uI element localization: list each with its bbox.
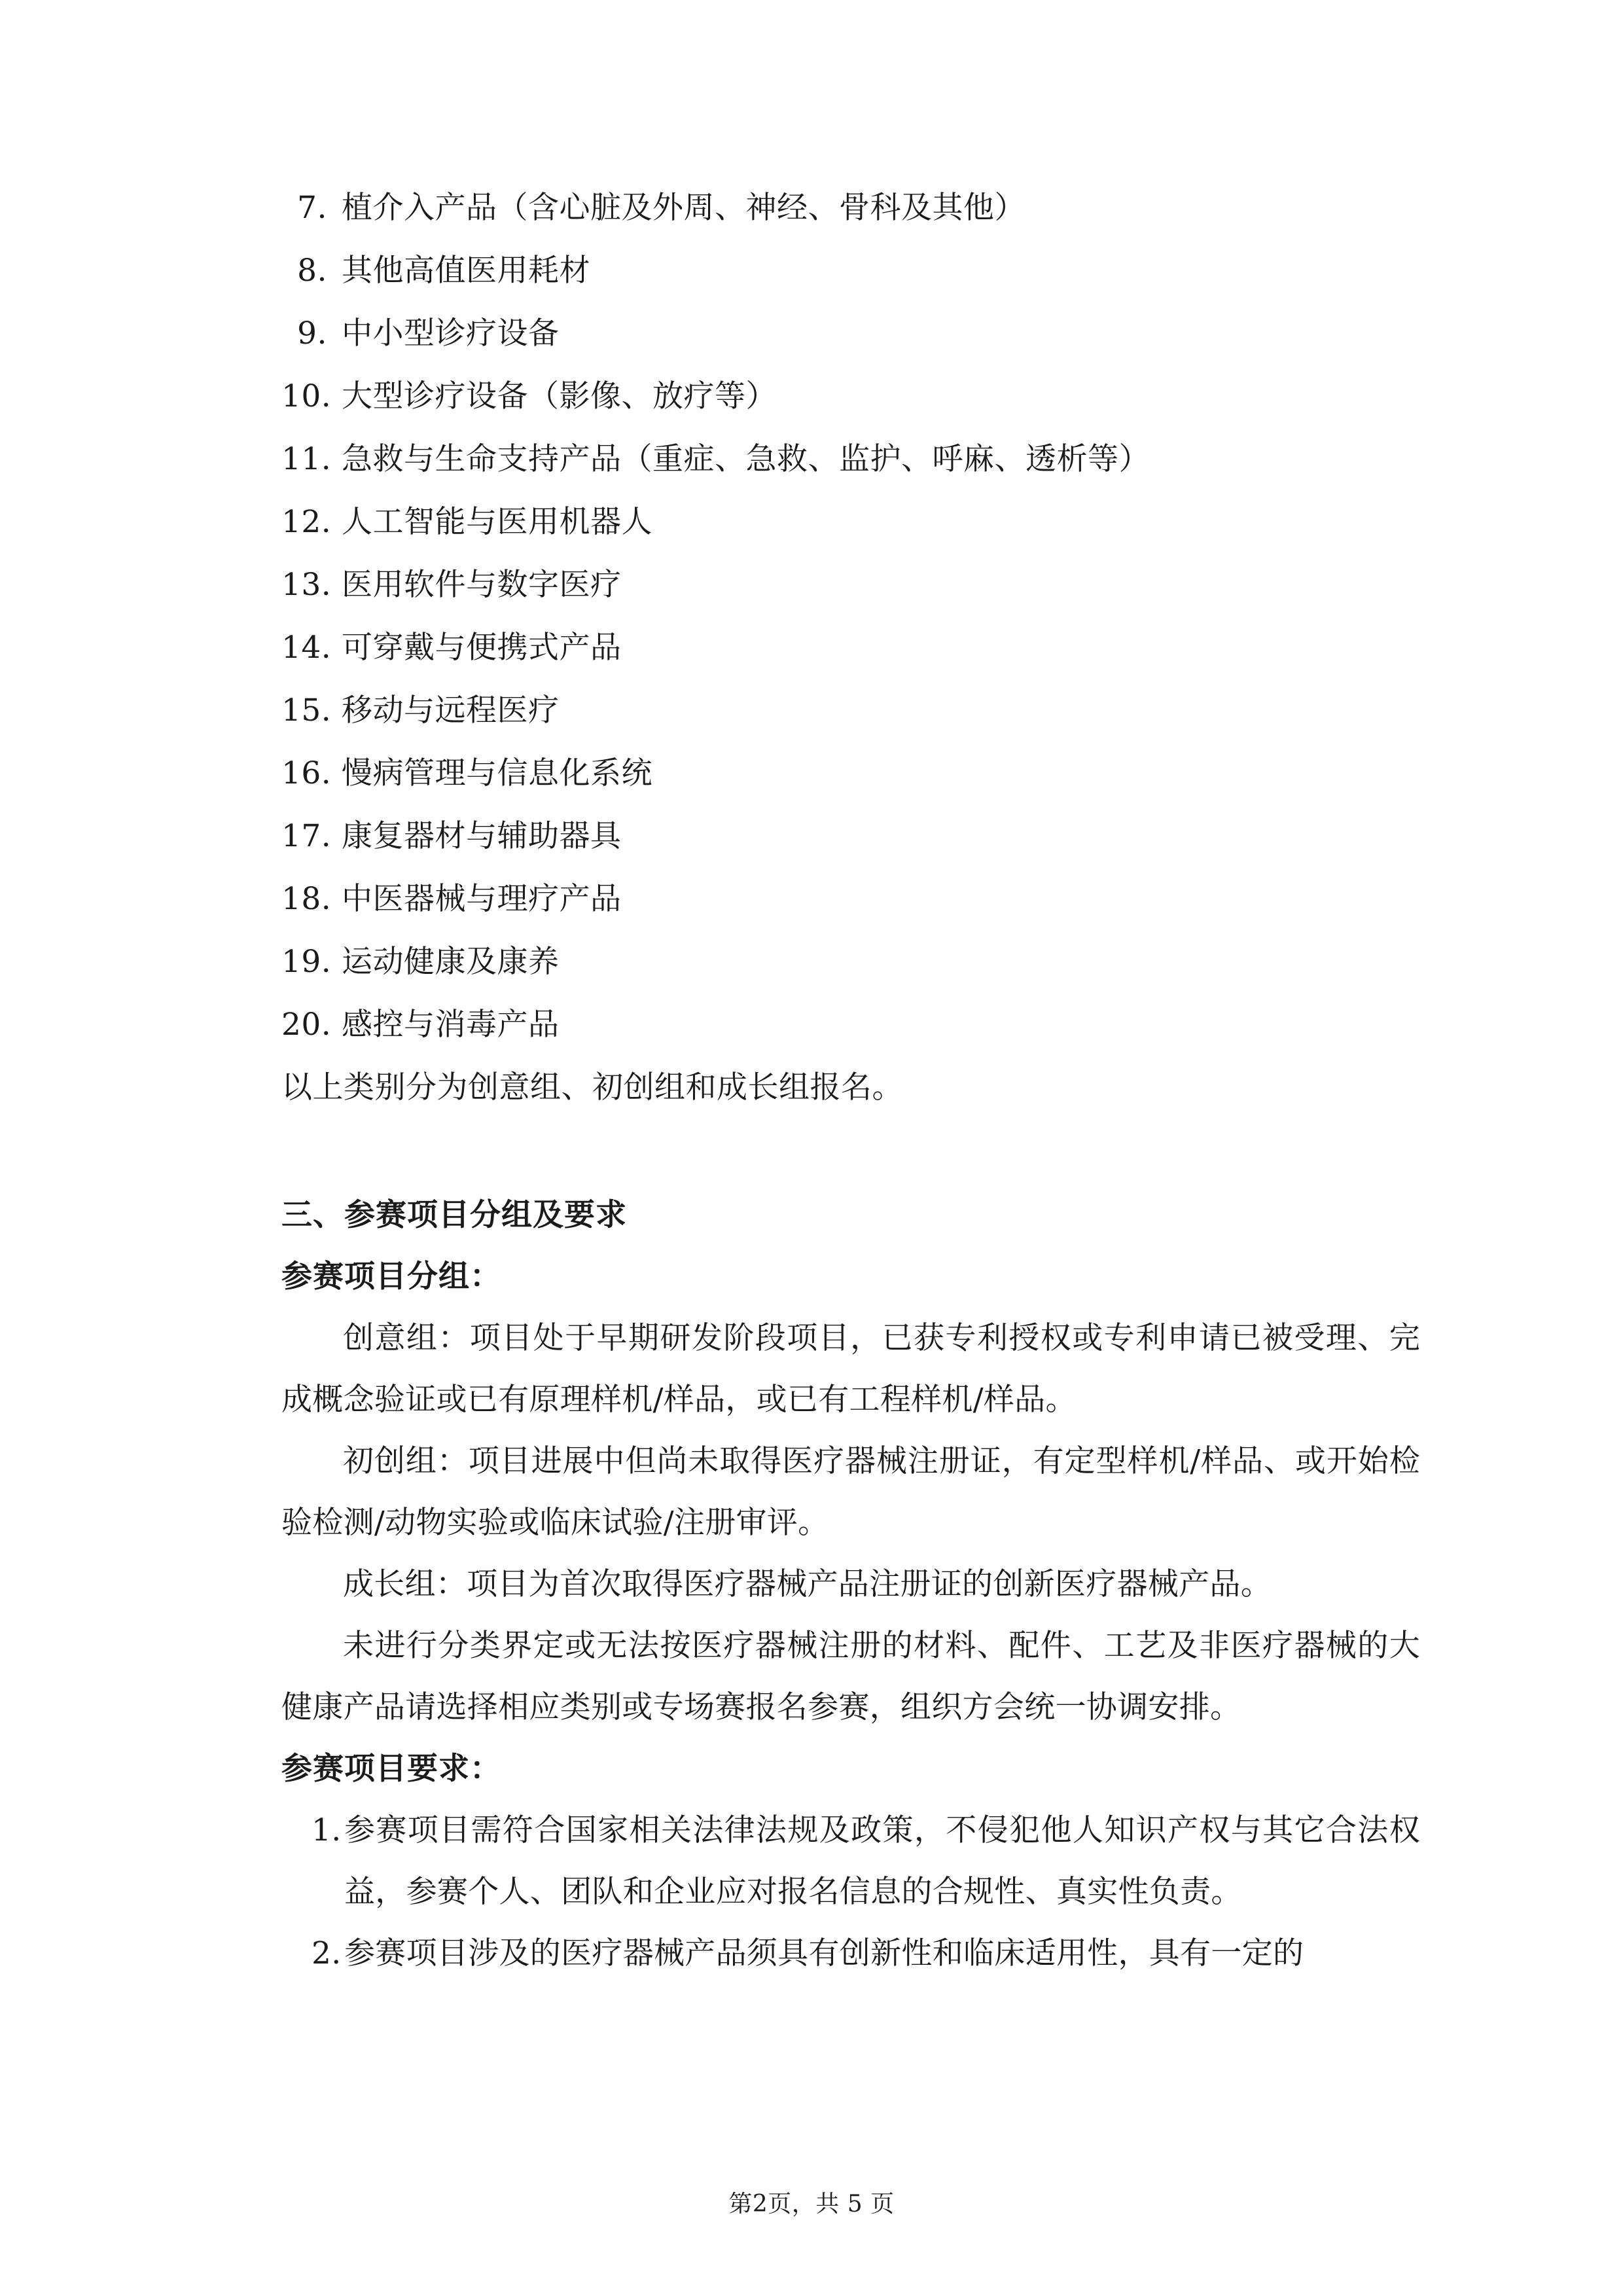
list-item-label: 康复器材与辅助器具: [342, 818, 622, 854]
section-heading: 三、参赛项目分组及要求: [281, 1197, 627, 1233]
list-item-number: 7.: [297, 190, 327, 226]
group-paragraph-creative: 创意组：项目处于早期研发阶段项目，已获专利授权或专利申请已被受理、完成概念验证或已有原理样机/样品，或已有工程样机/样品。: [281, 1320, 1420, 1418]
list-item-label: 可穿戴与便携式产品: [342, 630, 622, 666]
list-item-label: 运动健康及康养: [342, 944, 560, 980]
list-item-number: 11.: [281, 441, 332, 477]
requirement-number: 2.: [312, 1935, 342, 1971]
requirement-subheading: 参赛项目要求：: [281, 1751, 501, 1787]
list-item-number: 15.: [281, 692, 332, 728]
list-item: [281, 931, 1420, 994]
list-item: [281, 868, 1420, 931]
list-item: [281, 428, 1420, 491]
list-item-label: 植介入产品（含心脏及外周、神经、骨科及其他）: [342, 190, 1026, 226]
list-item-number: 19.: [281, 944, 332, 980]
list-item-label: 急救与生命支持产品（重症、急救、监护、呼麻、透析等）: [342, 441, 1150, 477]
group-subheading: 参赛项目分组：: [281, 1259, 501, 1295]
list-item: [281, 365, 1420, 428]
list-item-label: 感控与消毒产品: [342, 1007, 560, 1043]
section-spacer: [281, 1119, 1420, 1185]
list-item-number: 13.: [281, 567, 332, 603]
list-item-number: 16.: [281, 755, 332, 791]
list-item-number: 9.: [297, 315, 327, 351]
category-list: [281, 177, 1420, 1056]
list-item-label: 其他高值医用耗材: [342, 253, 590, 289]
group-paragraph-startup: 初创组：项目进展中但尚未取得医疗器械注册证，有定型样机/样品、或开始检验检测/动物实验或临床试验/注册审评。: [281, 1443, 1420, 1541]
list-item-number: 20.: [281, 1007, 332, 1043]
list-item: [281, 805, 1420, 868]
requirement-item: [281, 1800, 1420, 1923]
list-item-label: 中医器械与理疗产品: [342, 881, 622, 917]
list-item: [281, 679, 1420, 742]
requirement-text: 参赛项目涉及的医疗器械产品须具有创新性和临床适用性，具有一定的: [344, 1935, 1304, 1971]
list-item-number: 17.: [281, 818, 332, 854]
list-item: [281, 302, 1420, 365]
list-item: [281, 617, 1420, 679]
group-paragraph-other: 未进行分类界定或无法按医疗器械注册的材料、配件、工艺及非医疗器械的大健康产品请选择相应类别或专场赛报名参赛，组织方会统一协调安排。: [281, 1628, 1420, 1725]
list-item-number: 18.: [281, 881, 332, 917]
group-paragraph-growth: 成长组：项目为首次取得医疗器械产品注册证的创新医疗器械产品。: [343, 1566, 1272, 1602]
requirement-text: 参赛项目需符合国家相关法律法规及政策，不侵犯他人知识产权与其它合法权益，参赛个人、团队和企业应对报名信息的合规性、真实性负责。: [344, 1812, 1420, 1910]
list-item-number: 12.: [281, 504, 332, 540]
category-note: 以上类别分为创意组、初创组和成长组报名。: [281, 1069, 903, 1105]
list-item-number: 8.: [297, 253, 327, 289]
list-item-label: 大型诊疗设备（影像、放疗等）: [342, 378, 777, 414]
list-item: [281, 554, 1420, 617]
list-item-label: 人工智能与医用机器人: [342, 504, 652, 540]
page-footer: 第2页，共 5 页: [728, 2191, 895, 2217]
list-item-label: 中小型诊疗设备: [342, 315, 560, 351]
list-item-number: 14.: [281, 630, 332, 666]
requirement-item: [281, 1923, 1420, 1984]
list-item-number: 10.: [281, 378, 332, 414]
list-item-label: 移动与远程医疗: [342, 692, 560, 728]
list-item: [281, 994, 1420, 1056]
list-item: [281, 491, 1420, 554]
list-item: [281, 742, 1420, 805]
list-item: [281, 177, 1420, 240]
requirement-number: 1.: [312, 1812, 342, 1848]
list-item-label: 医用软件与数字医疗: [342, 567, 622, 603]
list-item-label: 慢病管理与信息化系统: [342, 755, 652, 791]
list-item: [281, 240, 1420, 302]
